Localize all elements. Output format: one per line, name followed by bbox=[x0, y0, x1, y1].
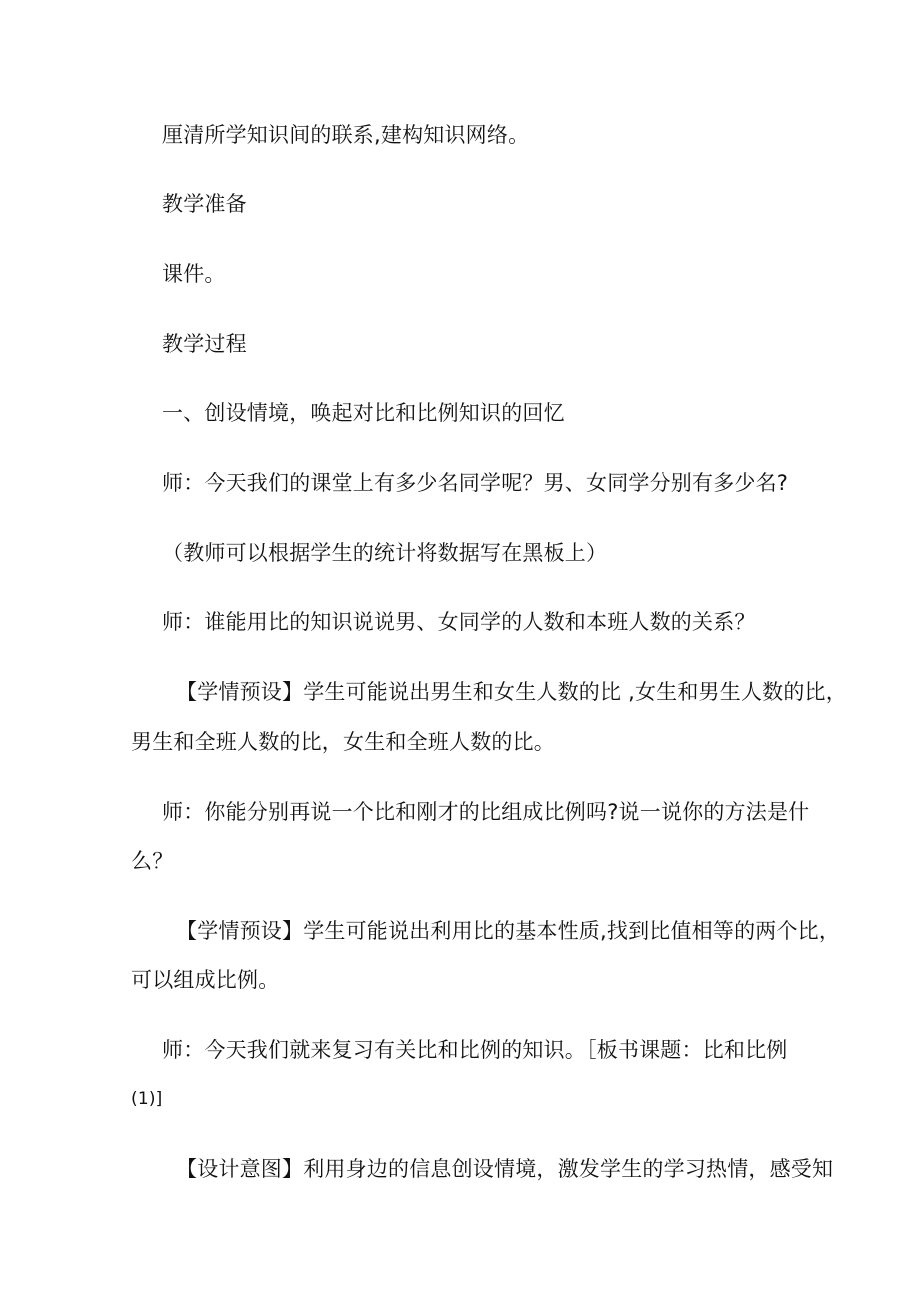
paragraph-line: 男生和全班人数的比，女生和全班人数的比。 bbox=[131, 730, 555, 754]
paragraph-line: 【设计意图】利用身边的信息创设情境，激发学生的学习热情，感受知 bbox=[176, 1157, 834, 1181]
paragraph-line: 师：你能分别再说一个比和刚才的比组成比例吗?说一说你的方法是什 bbox=[162, 800, 810, 824]
paragraph-line: (1)] bbox=[131, 1089, 163, 1109]
paragraph-line: 可以组成比例。 bbox=[131, 968, 280, 992]
paragraph-line: 厘清所学知识间的联系,建构知识网络。 bbox=[162, 123, 530, 147]
paragraph-line: （教师可以根据学生的统计将数据写在黑板上） bbox=[162, 541, 608, 565]
paragraph-line: 师：谁能用比的知识说说男、女同学的人数和本班人数的关系？ bbox=[162, 610, 756, 634]
paragraph-line: 【学情预设】学生可能说出利用比的基本性质,找到比值相等的两个比， bbox=[176, 919, 841, 943]
section-heading: 教学准备 bbox=[162, 192, 247, 216]
paragraph-line: 课件。 bbox=[162, 262, 226, 286]
section-heading: 教学过程 bbox=[162, 332, 247, 356]
paragraph-line: 【学情预设】学生可能说出男生和女生人数的比 ,女生和男生人数的比， bbox=[176, 680, 847, 704]
paragraph-line: 师：今天我们的课堂上有多少名同学呢？男、女同学分别有多少名? bbox=[162, 471, 789, 495]
subsection-heading: 一、创设情境，唤起对比和比例知识的回忆 bbox=[162, 401, 565, 425]
paragraph-line: 么？ bbox=[131, 849, 174, 873]
paragraph-line: 师：今天我们就来复习有关比和比例的知识。［板书课题：比和比例 bbox=[162, 1038, 788, 1062]
